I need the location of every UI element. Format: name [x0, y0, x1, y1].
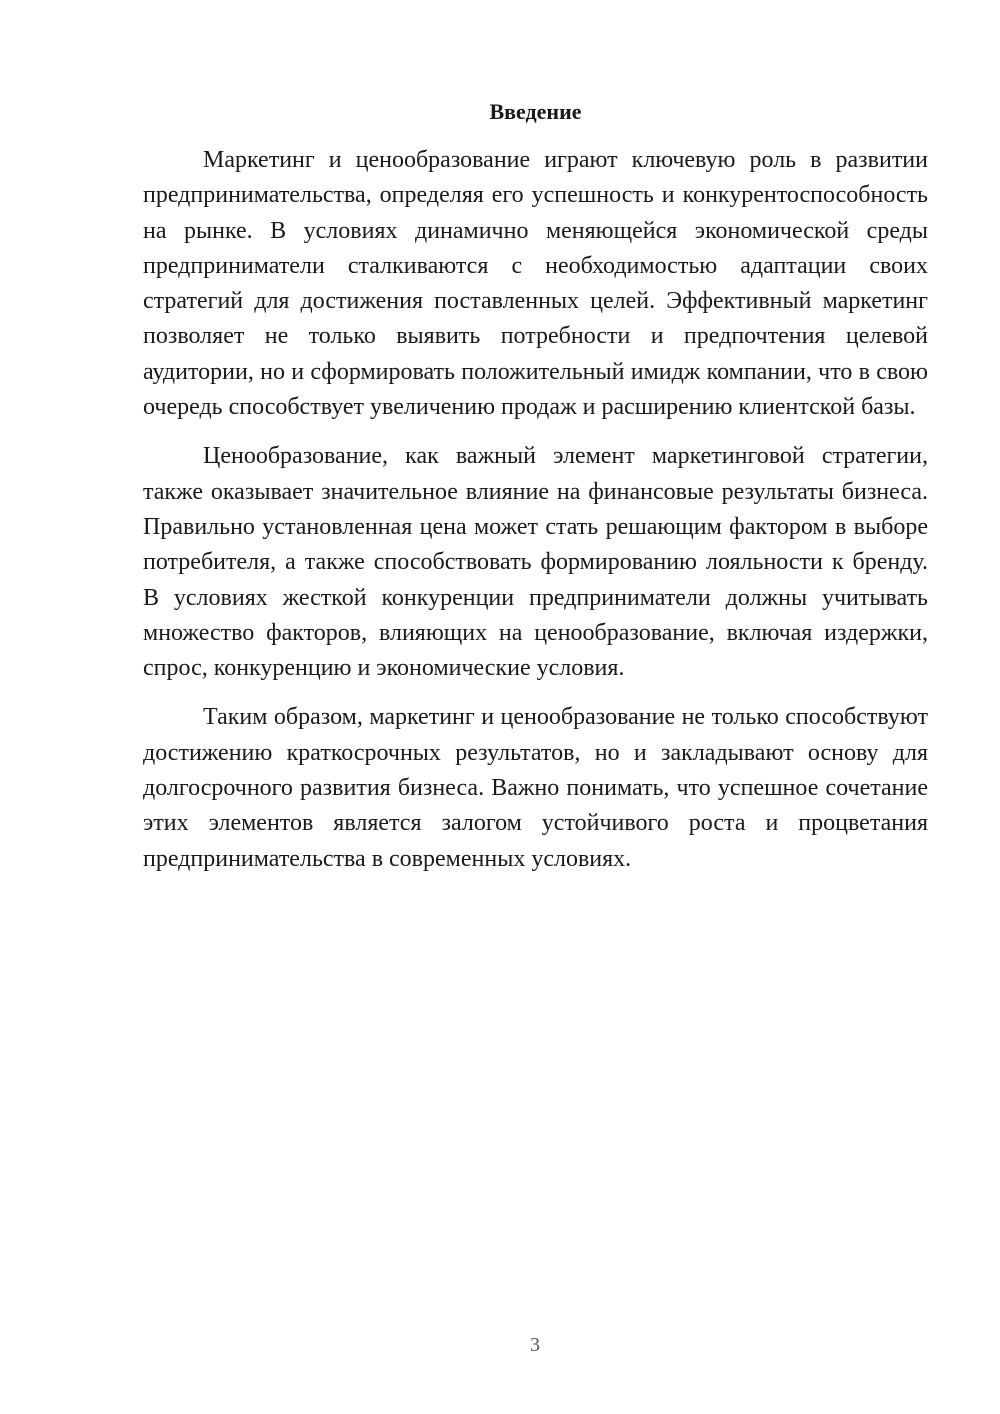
- paragraph-pricing: Ценообразование, как важный элемент маркетинговой стратегии, также оказывает значительное влияние на финансовые результаты бизнеса. Правильно установленная цена может стать решающим фактором в выборе потребителя, а также способствовать формированию лояльности к бренду. В условиях жесткой конкуренции предприниматели должны учитывать множество факторов, влияющих на ценообразование, включая издержки, спрос, конкуренцию и экономические условия.: [143, 443, 928, 682]
- section-heading: Введение: [489, 99, 582, 124]
- paragraph-conclusion: Таким образом, маркетинг и ценообразование не только способствуют достижению краткосрочных результатов, но и закладывают основу для долгосрочного развития бизнеса. Важно понимать, что успешное сочетание этих элементов является залогом устойчивого роста и процветания предпринимательства в современных условиях.: [143, 704, 928, 872]
- body-text: [143, 143, 928, 891]
- page-number: 3: [530, 1334, 540, 1356]
- paragraph-intro: Маркетинг и ценообразование играют ключевую роль в развитии предпринимательства, определяя его успешность и конкурентоспособность на рынке. В условиях динамично меняющейся экономической среды предприниматели сталкиваются с необходимостью адаптации своих стратегий для достижения поставленных целей. Эффективный маркетинг позволяет не только выявить потребности и предпочтения целевой аудитории, но и сформировать положительный имидж компании, что в свою очередь способствует увеличению продаж и расширению клиентской базы.: [143, 147, 928, 421]
